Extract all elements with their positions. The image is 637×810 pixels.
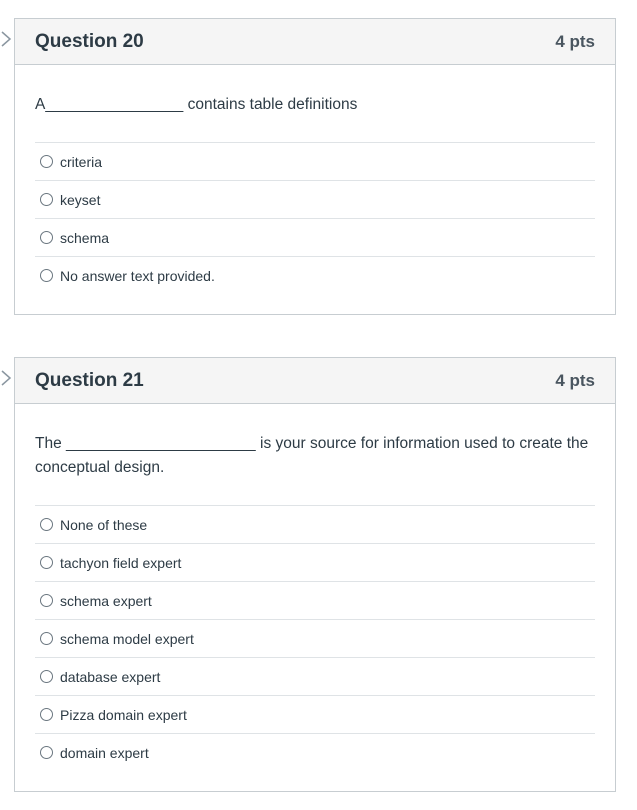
question-text-after: is your source for information used to create the conceptual design. bbox=[35, 435, 589, 476]
question-points: 4 pts bbox=[555, 31, 595, 51]
answer-label: schema expert bbox=[60, 592, 152, 609]
answer-option[interactable] bbox=[35, 620, 595, 658]
question-points: 4 pts bbox=[555, 370, 595, 390]
radio-button[interactable] bbox=[40, 632, 53, 645]
radio-button[interactable] bbox=[40, 746, 53, 759]
question-flag-icon[interactable] bbox=[1, 370, 13, 386]
answer-label: schema model expert bbox=[60, 630, 194, 647]
question-flag-icon[interactable] bbox=[1, 31, 13, 47]
answer-option[interactable] bbox=[35, 506, 595, 544]
radio-button[interactable] bbox=[40, 594, 53, 607]
radio-button[interactable] bbox=[40, 269, 53, 282]
answer-option[interactable] bbox=[35, 181, 595, 219]
answer-label: database expert bbox=[60, 668, 161, 685]
question-20-card bbox=[14, 18, 616, 315]
question-text bbox=[35, 65, 595, 142]
answer-label: None of these bbox=[60, 516, 148, 533]
question-text bbox=[35, 404, 595, 505]
answer-label: Pizza domain expert bbox=[60, 706, 187, 723]
answer-option[interactable] bbox=[35, 734, 595, 771]
answer-option[interactable] bbox=[35, 544, 595, 582]
answer-label: criteria bbox=[60, 153, 103, 170]
question-header bbox=[15, 358, 615, 404]
question-text-before: The bbox=[35, 435, 62, 452]
radio-button[interactable] bbox=[40, 556, 53, 569]
radio-button[interactable] bbox=[40, 518, 53, 531]
question-text-before: A bbox=[35, 96, 46, 113]
radio-button[interactable] bbox=[40, 231, 53, 244]
question-header bbox=[15, 19, 615, 65]
answer-option[interactable] bbox=[35, 696, 595, 734]
question-blank: ______________________ bbox=[66, 435, 256, 452]
answer-list bbox=[35, 505, 595, 771]
answer-option[interactable] bbox=[35, 658, 595, 696]
answer-label: No answer text provided. bbox=[60, 267, 215, 284]
radio-button[interactable] bbox=[40, 708, 53, 721]
question-text-after: contains table definitions bbox=[187, 96, 358, 113]
question-title: Question 20 bbox=[35, 30, 144, 52]
question-title: Question 21 bbox=[35, 369, 144, 391]
answer-list bbox=[35, 142, 595, 294]
answer-option[interactable] bbox=[35, 143, 595, 181]
question-21-card bbox=[14, 357, 616, 792]
answer-option[interactable] bbox=[35, 582, 595, 620]
answer-label: keyset bbox=[60, 191, 101, 208]
question-blank: ________________ bbox=[45, 96, 184, 113]
answer-label: tachyon field expert bbox=[60, 554, 182, 571]
radio-button[interactable] bbox=[40, 155, 53, 168]
answer-option[interactable] bbox=[35, 219, 595, 257]
answer-option[interactable] bbox=[35, 257, 595, 294]
radio-button[interactable] bbox=[40, 670, 53, 683]
answer-label: schema bbox=[60, 229, 110, 246]
radio-button[interactable] bbox=[40, 193, 53, 206]
answer-label: domain expert bbox=[60, 744, 149, 761]
